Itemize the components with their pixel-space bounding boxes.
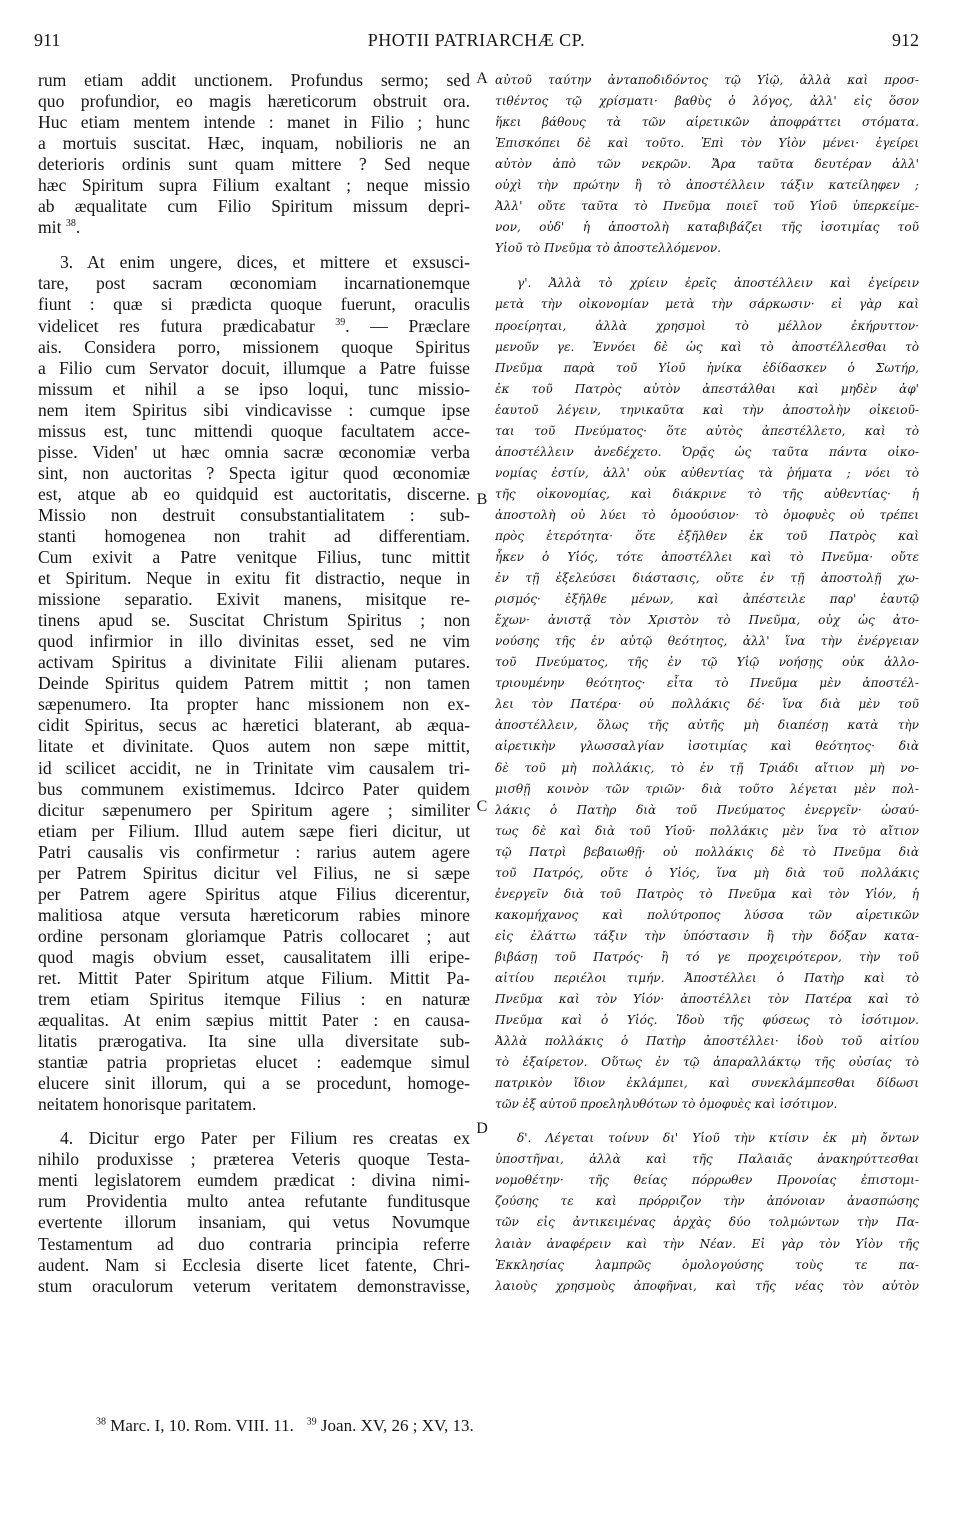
latin-line [38,316,470,337]
latin-line: stum oraculorum veterum veritatem demonstravisse, [38,1275,470,1296]
greek-line: Πνεῦμα καὶ τὸν Υἱόν· ἀποστέλλει τὸν Πατέρα καὶ τὸ [495,992,919,1007]
running-title: PHOTII PATRIARCHÆ CP. [367,30,586,50]
latin-line: rum Providentia multo antea refutante funditusque [38,1191,470,1212]
latin-text: videlicet res futura prædicabatur [38,315,315,336]
greek-line: λαιὰν ἀναφέρειν καὶ τὴν Νέαν. Εἰ γὰρ τὸν Υἱὸν τῆς [495,1236,919,1251]
greek-line: ἐκ τοῦ Πατρὸς αὐτὸν ἀπεστάλθαι καὶ μηδὲν ἀφ' [495,381,919,396]
greek-line: τῶν εἰς ἀντικειμένας ἀρχὰς δύο τολμώντων τὴν Πα- [495,1215,919,1230]
greek-line: ὑποστῆναι, ἀλλὰ καὶ τῆς Παλαιᾶς ἀνακηρύττεσθαι [495,1152,919,1167]
latin-line: trem etiam Spiritus itemque Filius : en naturæ [38,989,470,1010]
greek-line: λαιοὺς χρησμοὺς ἀποφῆναι, καὶ τῆς νέας τὸν αὐτὸν [495,1278,919,1293]
greek-line: ἀποστέλλειν, ὅλως τῆς αὐτῆς μὴ διαπέσῃ κατὰ τὴν [495,718,919,733]
greek-line: μισθῇ κοινὸν τῶν τριῶν· διὰ τοῦτο λέγεται μὲν πολ- [495,781,919,796]
latin-line: elucere sinit illorum, qui a se procedunt, homoge- [38,1073,470,1094]
latin-line: cidit Spiritus, secus ac hæretici blaterant, ab æqua- [38,715,470,736]
greek-line: πατρικὸν ἴδιον ἐκλάμπει, καὶ συνεκλάμπεσθαι δίδωσι [495,1076,919,1091]
greek-column [495,70,919,1297]
latin-line: tinens apud se. Suscitat Christum Spiritus ; non [38,610,470,631]
latin-line: pisse. Viden' ut hæc omnia sacræ œconomiæ verba [38,441,470,462]
latin-line: per Patrem agere Spiritus atque Filius dicerentur, [38,883,470,904]
latin-line: etiam per Filium. Illud autem sæpe fieri dicitur, ut [38,820,470,841]
footnote-ref-39: 39 [335,316,346,328]
page-number-right: 912 [892,30,919,50]
latin-line: dicitur sæpenumero per Spiritum agere ; similiter [38,799,470,820]
latin-line: est, atque ab eo quidquid est auctoritatis, discerne. [38,483,470,504]
greek-line: ἧκεν ὁ Υἱός, τότε ἀποστέλλει καὶ τὸ Πνεῦμα· οὔτε [495,550,919,565]
paragraph-gap [495,1115,919,1128]
latin-line: missus est, tunc mittendi quoque facultatem acce- [38,420,470,441]
greek-line: πρὸς ἑτερότητα· ὅτε ἐξῆλθεν ἐκ τοῦ Πατρὸς καὶ [495,528,919,543]
latin-line: bus communem existimemus. Idcirco Pater quidem [38,778,470,799]
greek-line: Ἐπισκόπει δὲ καὶ τοῦτο. Ἐπὶ τὸν Υἱὸν μένει· ἐγείρει [495,136,919,151]
latin-line: sæpenumero. Ita propter hanc missionem non ex- [38,694,470,715]
latin-line: 4. Dicitur ergo Pater per Filium res creatas ex [60,1128,470,1149]
latin-paragraph-3-continued [38,337,470,1095]
greek-line: προείρηται, ἀλλὰ χρησμοὶ τὸ μέλλον ἐκήρυττον· [495,318,919,333]
latin-line: neitatem honorisque paritatem. [38,1094,257,1115]
latin-line: quod infirmior in illo divinitas esset, sed ne vim [38,631,470,652]
greek-line: ται τοῦ Πνεύματος· ὅτε αὐτὸς ἀπεστέλλετο, καὶ τὸ [495,423,919,438]
latin-line: id scilicet accidit, ne in Trinitate vim causalem tri- [38,757,470,778]
greek-line: ἀποστολὴ οὐ λύει τὸ ὁμοούσιον· τὸ ὁμοφυὲς οὐ τρέπει [495,507,919,522]
latin-line: Cum exivit a Patre venitque Filius, tunc mittit [38,547,470,568]
greek-paragraph-4 [495,1128,919,1296]
margin-marker-c: C [476,798,488,815]
greek-line: αὐτοῦ ταύτην ἀνταποδιδόντος τῷ Υἱῷ, ἀλλὰ καὶ προσ- [495,73,919,87]
greek-line: μετὰ τὴν οἰκονομίαν μετὰ τὴν σάρκωσιν· εἰ γὰρ καὶ [495,297,919,312]
greek-line: τῶν ἐξ αὐτοῦ προεληλυθότων τὸ ὁμοφυὲς καὶ ἰσότιμον. [495,1097,838,1112]
latin-line: Deinde Spiritus quidem Patrem mittit ; non tamen [38,673,470,694]
latin-line: quo profundior, eo magis hæreticorum obstruit ora. [38,91,470,112]
latin-line: audent. Nam si Ecclesia diserte licet fatente, Chri- [38,1254,470,1275]
latin-line: nihilo produxisse ; præterea Veteris quoque Testa- [38,1149,470,1170]
greek-line: αὐτὸν ἀπὸ τῶν νεκρῶν. Ἄρα ταῦτα δευτέραν ἀλλ' [495,157,919,172]
greek-line: τὸ ἐξαίρετον. Οὕτως ἐν τῷ ἀπαραλλάκτῳ τῆς οὐσίας τὸ [495,1055,919,1070]
greek-line: ἀποστέλλειν ἀνεδέχετο. Ὁρᾷς ὡς ταῦτα πάντα οἰκο- [495,444,919,459]
latin-line: tare, post sacram œconomiam incarnationemque [38,273,470,294]
greek-line: Πνεῦμα καὶ ὁ Υἱός. Ἰδοὺ τῆς φύσεως τὸ ἰσότιμον. [495,1013,919,1028]
latin-line: æqualitas. At enim sæpius mittit Pater : en causa- [38,1010,470,1031]
greek-paragraph-1 [495,70,919,238]
greek-line: τιθέντος τῷ χρίσματι· βαθὺς ὁ λόγος, ἀλλ' εἰς ὅσον [495,94,919,109]
latin-paragraph-4 [38,1128,470,1296]
greek-line: νομοθέτην· τῆς θείας πόρρωθεν Προνοίας ἐπιστομι- [495,1173,919,1188]
greek-line: τως δὲ καὶ διὰ τοῦ Υἱοῦ· πολλάκις μὲν ἵνα τὸ αἴτιον [495,823,919,838]
greek-paragraph-3 [495,273,919,1094]
latin-text: mit [38,217,62,238]
footnote-ref-38: 38 [65,218,76,230]
greek-line: ρισμός· ἐξῆλθε μένων, καὶ ἀπέστειλε παρ' ἑαυτῷ [495,592,919,607]
latin-line: a mortuis suscitat. Hæc, inquam, nobilioris ne an [38,133,470,154]
latin-line: 3. At enim ungere, dices, et mittere et exsusci- [60,252,470,273]
latin-line: evertente illorum insaniam, qui vetus Novumque [38,1212,470,1233]
greek-line: τῆς οἰκονομίας, καὶ διάκρινε τὸ τῆς αὐθεντίας· ἡ [495,486,919,501]
greek-line: μενοῦν γε. Ἐννόει δὲ ὡς καὶ τὸ ἀποστέλλεσθαι τὸ [495,339,919,354]
greek-line: ἐνεργεῖν διὰ τοῦ Πατρὸς τὸ Πνεῦμα καὶ τὸν Υἱόν, ἡ [495,886,919,901]
greek-line: Υἱοῦ τὸ Πνεῦμα τὸ ἀποστελλόμενον. [495,241,722,256]
greek-line: νομίας ἐστίν, ἀλλ' οὐκ αὐθεντίας τὰ ῥήματα ; νόει τὸ [495,465,919,480]
greek-line: νον, οὐδ' ἡ ἀποστολὴ καταβιβάζει τῆς ἰσοτιμίας τοῦ [495,220,919,235]
greek-line: εἰς ἐλάττω τάξιν τὴν ὑπόστασιν ἢ τὴν δόξαν κατα- [495,928,919,943]
latin-paragraph-1 [38,70,470,217]
greek-line: τοῦ Πατρός, οὔτε ὁ Υἱός, ἵνα μὴ διὰ τοῦ πολλάκις [495,865,919,880]
latin-line: rum etiam addit unctionem. Profundus sermo; sed [38,70,470,90]
latin-line: malitiosa atque versuta hæreticorum rabies minore [38,904,470,925]
greek-line: αἱρετικὴν γλωσσαλγίαν ἰσοτιμίας καὶ θεότητος· διὰ [495,739,919,754]
latin-line: Patri causalis vis confirmetur : rarius autem agere [38,841,470,862]
latin-text: . — Præclare [345,315,470,336]
latin-line: quod magis obvium esset, causalitatem illi eripe- [38,946,470,967]
greek-line: ἐν τῇ ἐξελεύσει διάστασις, οὔτε ἐν τῇ ἀποστολῇ χω- [495,571,919,586]
greek-line: αἰτίου περιέλοι τιμήν. Ἀποστέλλει ὁ Πατὴρ καὶ τὸ [495,970,919,985]
latin-line: missione separatio. Exivit manens, misitque re- [38,589,470,610]
margin-marker-d: D [476,1120,488,1137]
latin-line: et Spiritum. Neque in exitu fit distractio, neque in [38,568,470,589]
latin-line: per Patrem Spiritus dicitur vel Filius, ne si sæpe [38,862,470,883]
latin-line: missum et nihil a se ipso loqui, tunc missio- [38,378,470,399]
paragraph-gap [495,259,919,273]
latin-line: deterioris ordinis sunt quam mittere ? Sed neque [38,154,470,175]
latin-line: menti legislatorem eumdem prædicat : divina nimi- [38,1170,470,1191]
greek-line: δ'. Λέγεται τοίνυν δι' Υἱοῦ τὴν κτίσιν ἐκ μὴ ὄντων [517,1131,919,1146]
latin-line: Testamentum ad duo contraria principia referre [38,1233,470,1254]
paragraph-gap [38,238,470,252]
latin-line: hæc Spiritum supra Filium exaltant ; neque missio [38,175,470,196]
latin-line: ordine personam gloriamque Patris collocaret ; aut [38,925,470,946]
latin-line: ais. Considera porro, missionem quoque Spiritus [38,336,470,357]
greek-line: κακομήχανος καὶ πολύτροπος λύσσα τῶν αἱρετικῶν [495,907,919,922]
greek-line: Πνεῦμα παρὰ τοῦ Υἱοῦ ἡνίκα ἐδίδασκεν ὁ Σωτήρ, [495,360,919,375]
greek-line: τῷ Πατρὶ βεβαιωθῇ· οὐ πολλάκις δὲ τὸ Πνεῦμα διὰ [495,844,919,859]
greek-line: ζούσης τε καὶ πρόρριζον τὴν ἀπόνοιαν ἀνασπώσης [495,1194,919,1209]
latin-text: . [75,217,81,238]
latin-line: litate et divinitate. Quos autem non sæpe mittit, [38,736,470,757]
latin-line: fiunt : quæ si prædicta quoque fuerunt, oraculis [38,294,470,315]
latin-paragraph-3 [38,252,470,315]
latin-line [38,217,470,238]
greek-line: νούσης τῆς ἐν αὐτῷ θεότητος, ἀλλ' ἵνα τὴν ἐνέργειαν [495,634,919,649]
greek-line: τοῦ Πνεύματος, τῆς ἐν τῷ Υἱῷ νοήσῃς οὐκ ἀλλο- [495,655,919,670]
greek-line: ἥκει βάθους τὰ τῶν αἱρετικῶν ἀποφράττει στόματα. [495,115,919,130]
latin-line: litatis prærogativa. Ita sine ulla diversitate sub- [38,1031,470,1052]
footnote-text-38: Marc. I, 10. Rom. VIII. 11. [110,1416,294,1435]
latin-line: stanti homogenea non trahit ad differentiam. [38,525,470,546]
latin-line: ab æqualitate cum Filio Spiritum missum depri- [38,196,470,217]
latin-line: Huc etiam mentem intende : manet in Filio ; hunc [38,112,470,133]
latin-line: stantiæ patria proprietas elucet : eademque simul [38,1052,470,1073]
greek-line: Ἀλλὰ πολλάκις ὁ Πατὴρ ἀποστέλλει· ἰδοὺ τοῦ αἰτίου [495,1034,919,1049]
greek-line: λάκις ὁ Πατὴρ διὰ τοῦ Πνεύματος ἐνεργεῖν· ὡσαύ- [495,802,919,817]
margin-marker-a: A [476,70,488,87]
latin-column [38,70,470,1297]
greek-line: γ'. Ἀλλὰ τὸ χρίειν ἐρεῖς ἀποστέλλειν καὶ ἐγείρειν [517,276,919,291]
latin-line: a Filio cum Servator docuit, illumque a Patre fuisse [38,357,470,378]
footnote-number-38: 38 [96,1416,106,1428]
footnote-text-39: Joan. XV, 26 ; XV, 13. [320,1416,474,1435]
greek-line: οὐχὶ τὴν πρώτην ἢ τὸ ἀποστέλλειν τάξιν κατείληφεν ; [495,178,919,193]
latin-line: activam Spiritus a divinitate Filii alienam putares. [38,652,470,673]
greek-line: λει τὸν Πατέρα· οὐ πολλάκις δέ· ἵνα διὰ μὲν τοῦ [495,697,919,712]
page-number-left: 911 [34,30,61,50]
greek-line: ἑαυτοῦ λέγειν, τηνικαῦτα καὶ τὴν ἀποστολὴν οἰκειοῦ- [495,402,919,417]
greek-line: δὲ τοῦ μὴ πολλάκις, τὸ ἐν τῇ Τριάδι αἴτιον μὴ νο- [495,760,919,775]
latin-line: nem item Spiritus sibi vindicavisse : cumque ipse [38,399,470,420]
latin-line: Missio non destruit consubstantialitatem : sub- [38,504,470,525]
footnotes [96,1416,616,1436]
latin-line: sint, non auctoritas ? Specta igitur quod œconomiæ [38,462,470,483]
paragraph-gap [38,1115,470,1128]
greek-line: ἔχων· ἀνιστᾷ τὸν Χριστὸν τὸ Πνεῦμα, οὐχ ὡς ἀτο- [495,613,919,628]
latin-line: ret. Mittit Pater Spiritum atque Filium. Mittit Pa- [38,967,470,988]
greek-line: τριουμένην θεότητος· εἶτα τὸ Πνεῦμα μὲν ἀποστέλ- [495,676,919,691]
greek-line: Ἀλλ' οὔτε ταῦτα τὸ Πνεῦμα ποιεῖ τοῦ Υἱοῦ ὑπερκείμε- [495,199,919,214]
page-header [34,30,919,56]
margin-marker-b: B [476,491,488,508]
footnote-number-39: 39 [306,1416,317,1428]
greek-line: Ἐκκλησίας λαμπρῶς ὁμολογούσης τοὺς τε πα- [495,1257,919,1272]
greek-line: βιβάσῃ τοῦ Πατρός· ἢ τό γε προχειρότερον, τὴν τοῦ [495,949,919,964]
